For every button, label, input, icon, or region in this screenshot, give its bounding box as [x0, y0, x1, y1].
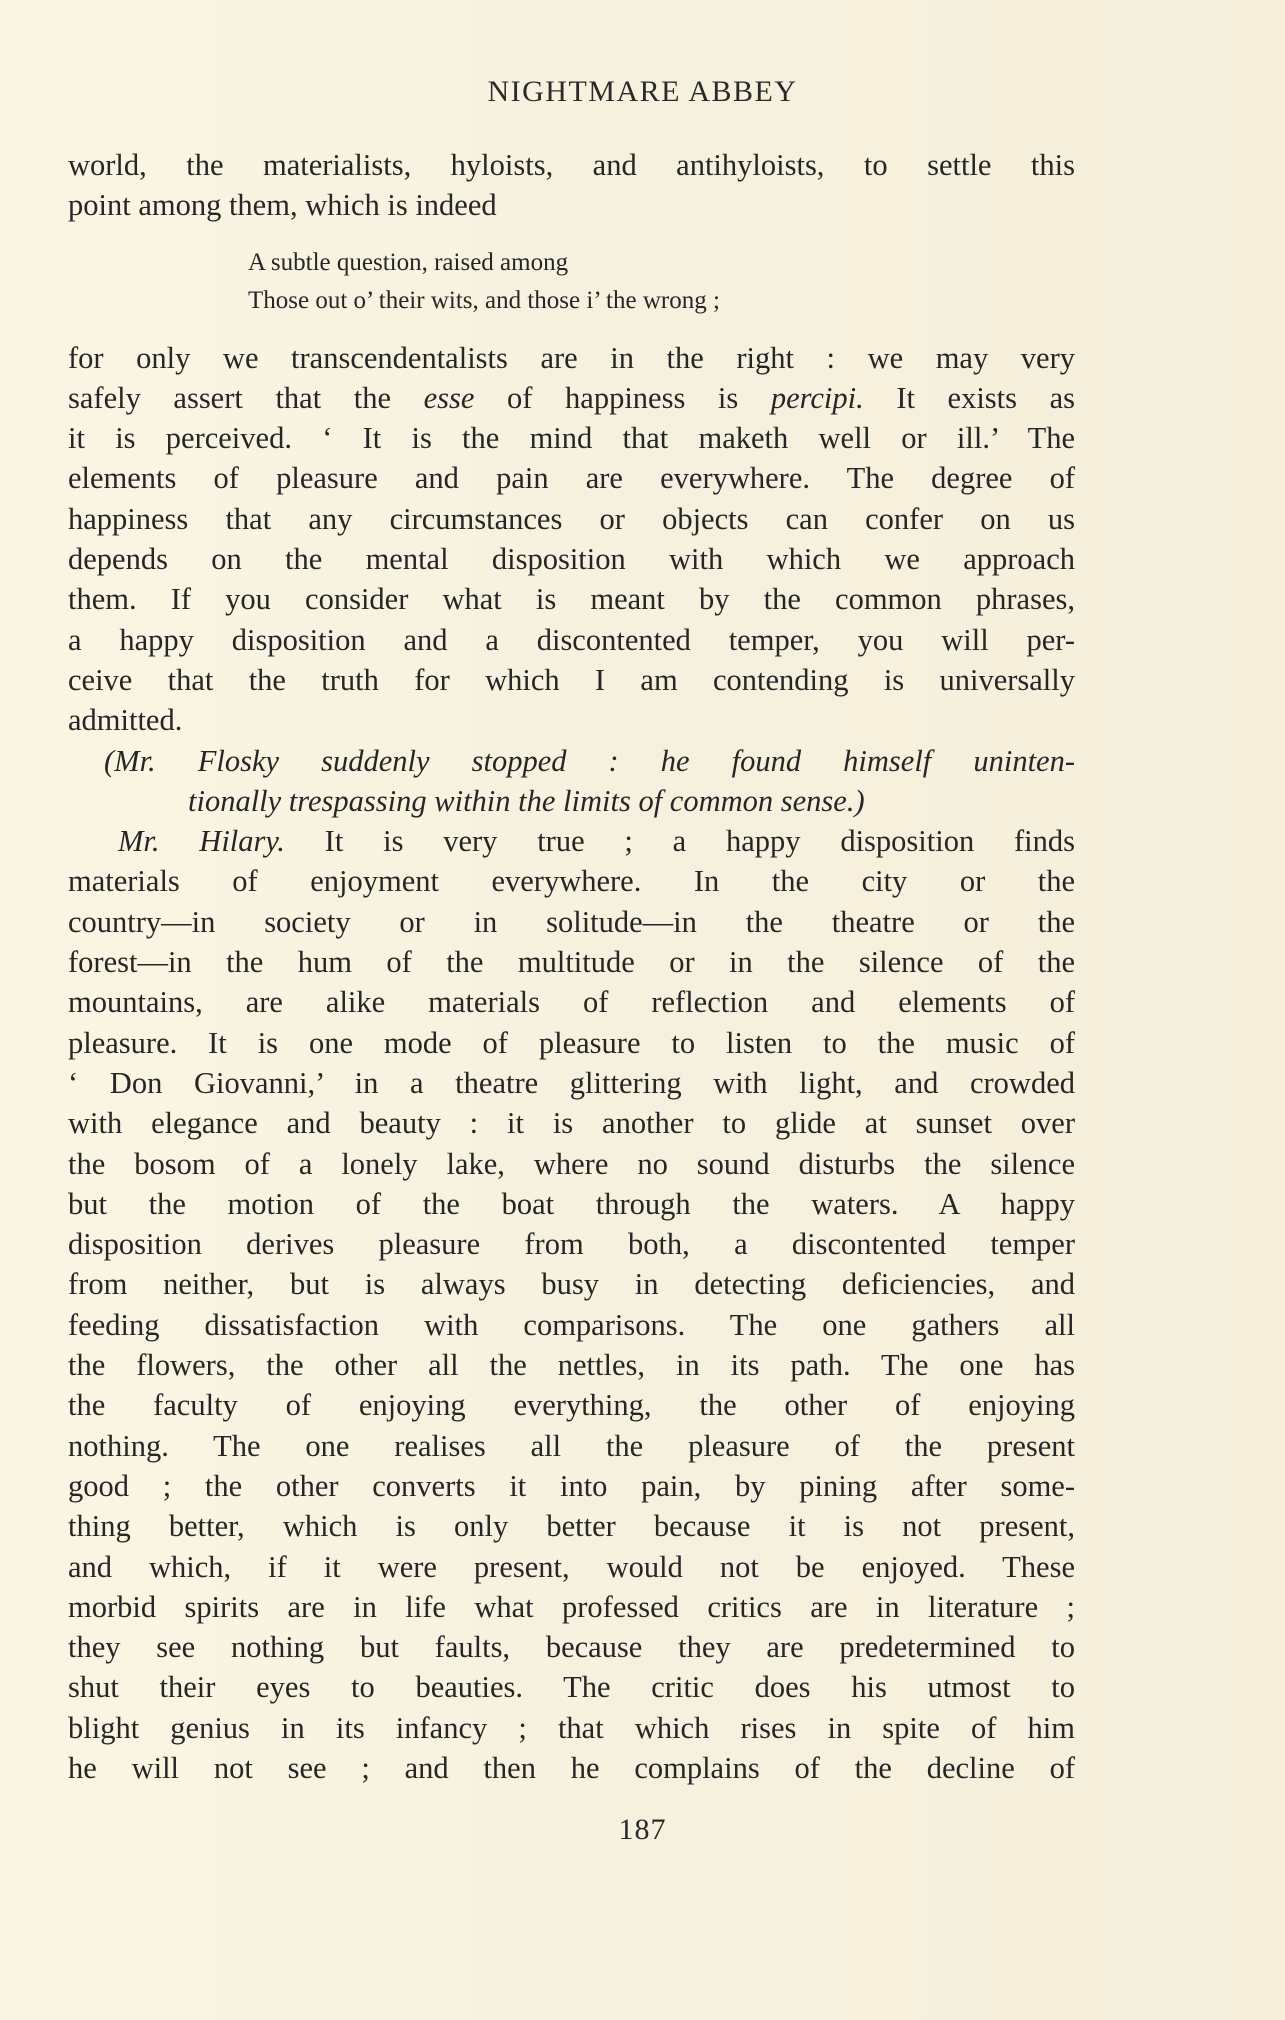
speech-line: pleasure. It is one mode of pleasure to listen to the music of — [68, 1025, 1075, 1060]
speech-line: and which, if it were present, would not be enjoyed. These — [68, 1549, 1075, 1584]
italic-term-esse: esse — [423, 380, 475, 415]
speech-line: the bosom of a lonely lake, where no sound disturbs the silence — [68, 1146, 1075, 1181]
speech-line: they see nothing but faults, because they are predetermined to — [68, 1630, 1075, 1665]
speech-line: thing better, which is only better because it is not present, — [68, 1509, 1075, 1544]
stage-direction-line: tionally trespassing within the limits of common sense.) — [188, 783, 865, 818]
speech-line: forest—in the hum of the multitude or in the silence of the — [68, 945, 1075, 980]
text-line: world, the materialists, hyloists, and antihyloists, to settle this — [68, 148, 1075, 182]
speech-line: morbid spirits are in life what professed critics are in literature ; — [68, 1589, 1075, 1624]
text-line: elements of pleasure and pain are everywhere. The degree of — [68, 461, 1075, 496]
speaker-name: Mr. Hilary. — [118, 824, 285, 859]
speech-line: shut their eyes to beauties. The critic does his utmost to — [68, 1670, 1075, 1705]
speech-text: It is very true ; a happy disposition finds — [284, 824, 1075, 859]
speech-line: blight genius in its infancy ; that which rises in spite of him — [68, 1710, 1075, 1745]
running-title: NIGHTMARE ABBEY — [487, 75, 798, 108]
body-text — [68, 145, 1075, 1788]
speech-line: good ; the other converts it into pain, by pining after some- — [68, 1468, 1075, 1503]
speech-line: ‘ Don Giovanni,’ in a theatre glittering with light, and crowded — [68, 1065, 1075, 1100]
speech-line: the faculty of enjoying everything, the other of enjoying — [68, 1388, 1075, 1423]
text-segment: safely assert that the — [68, 380, 424, 415]
text-line: admitted. — [68, 703, 183, 738]
text-line: them. If you consider what is meant by the common phrases, — [68, 582, 1075, 617]
speech-line: nothing. The one realises all the pleasure of the present — [68, 1428, 1075, 1463]
speech-line: mountains, are alike materials of reflection and elements of — [68, 985, 1075, 1020]
speech-first-line — [68, 821, 1075, 861]
text-line: depends on the mental disposition with which we approach — [68, 542, 1075, 577]
text-segment: It exists as — [863, 380, 1075, 415]
speech-line: disposition derives pleasure from both, a discontented temper — [68, 1227, 1075, 1262]
stage-direction-line: (Mr. Flosky suddenly stopped : he found himself uninten- — [104, 743, 1075, 778]
text-line: it is perceived. ‘ It is the mind that maketh well or ill.’ The — [68, 421, 1075, 456]
verse-quotation — [248, 244, 1075, 320]
text-line: happiness that any circumstances or objects can confer on us — [68, 501, 1075, 536]
page-number: 187 — [618, 1813, 667, 1846]
speech-line: he will not see ; and then he complains of the decline of — [68, 1750, 1075, 1785]
speech-line: country—in society or in solitude—in the theatre or the — [68, 904, 1075, 939]
speech-line: from neither, but is always busy in detecting deficiencies, and — [68, 1267, 1075, 1302]
speech-line: the flowers, the other all the nettles, in its path. The one has — [68, 1348, 1075, 1383]
text-line: ceive that the truth for which I am contending is universally — [68, 662, 1075, 697]
text-line: a happy disposition and a discontented temper, you will per- — [68, 622, 1075, 657]
text-line: for only we transcendentalists are in the right : we may very — [68, 340, 1075, 375]
speech-line: materials of enjoyment everywhere. In the city or the — [68, 864, 1075, 899]
italic-term-percipi: percipi. — [770, 380, 864, 415]
speech-line: feeding dissatisfaction with comparisons. The one gathers all — [68, 1307, 1075, 1342]
text-segment: of happiness is — [474, 380, 771, 415]
text-line — [68, 378, 1075, 418]
speech-line: but the motion of the boat through the waters. A happy — [68, 1186, 1075, 1221]
verse-line: A subtle question, raised among — [248, 248, 569, 276]
text-line: point among them, which is indeed — [68, 188, 497, 223]
verse-line: Those out o’ their wits, and those i’ the wrong ; — [248, 286, 720, 314]
speech-line: with elegance and beauty : it is another to glide at sunset over — [68, 1106, 1075, 1141]
speech-lines — [68, 861, 1075, 1788]
